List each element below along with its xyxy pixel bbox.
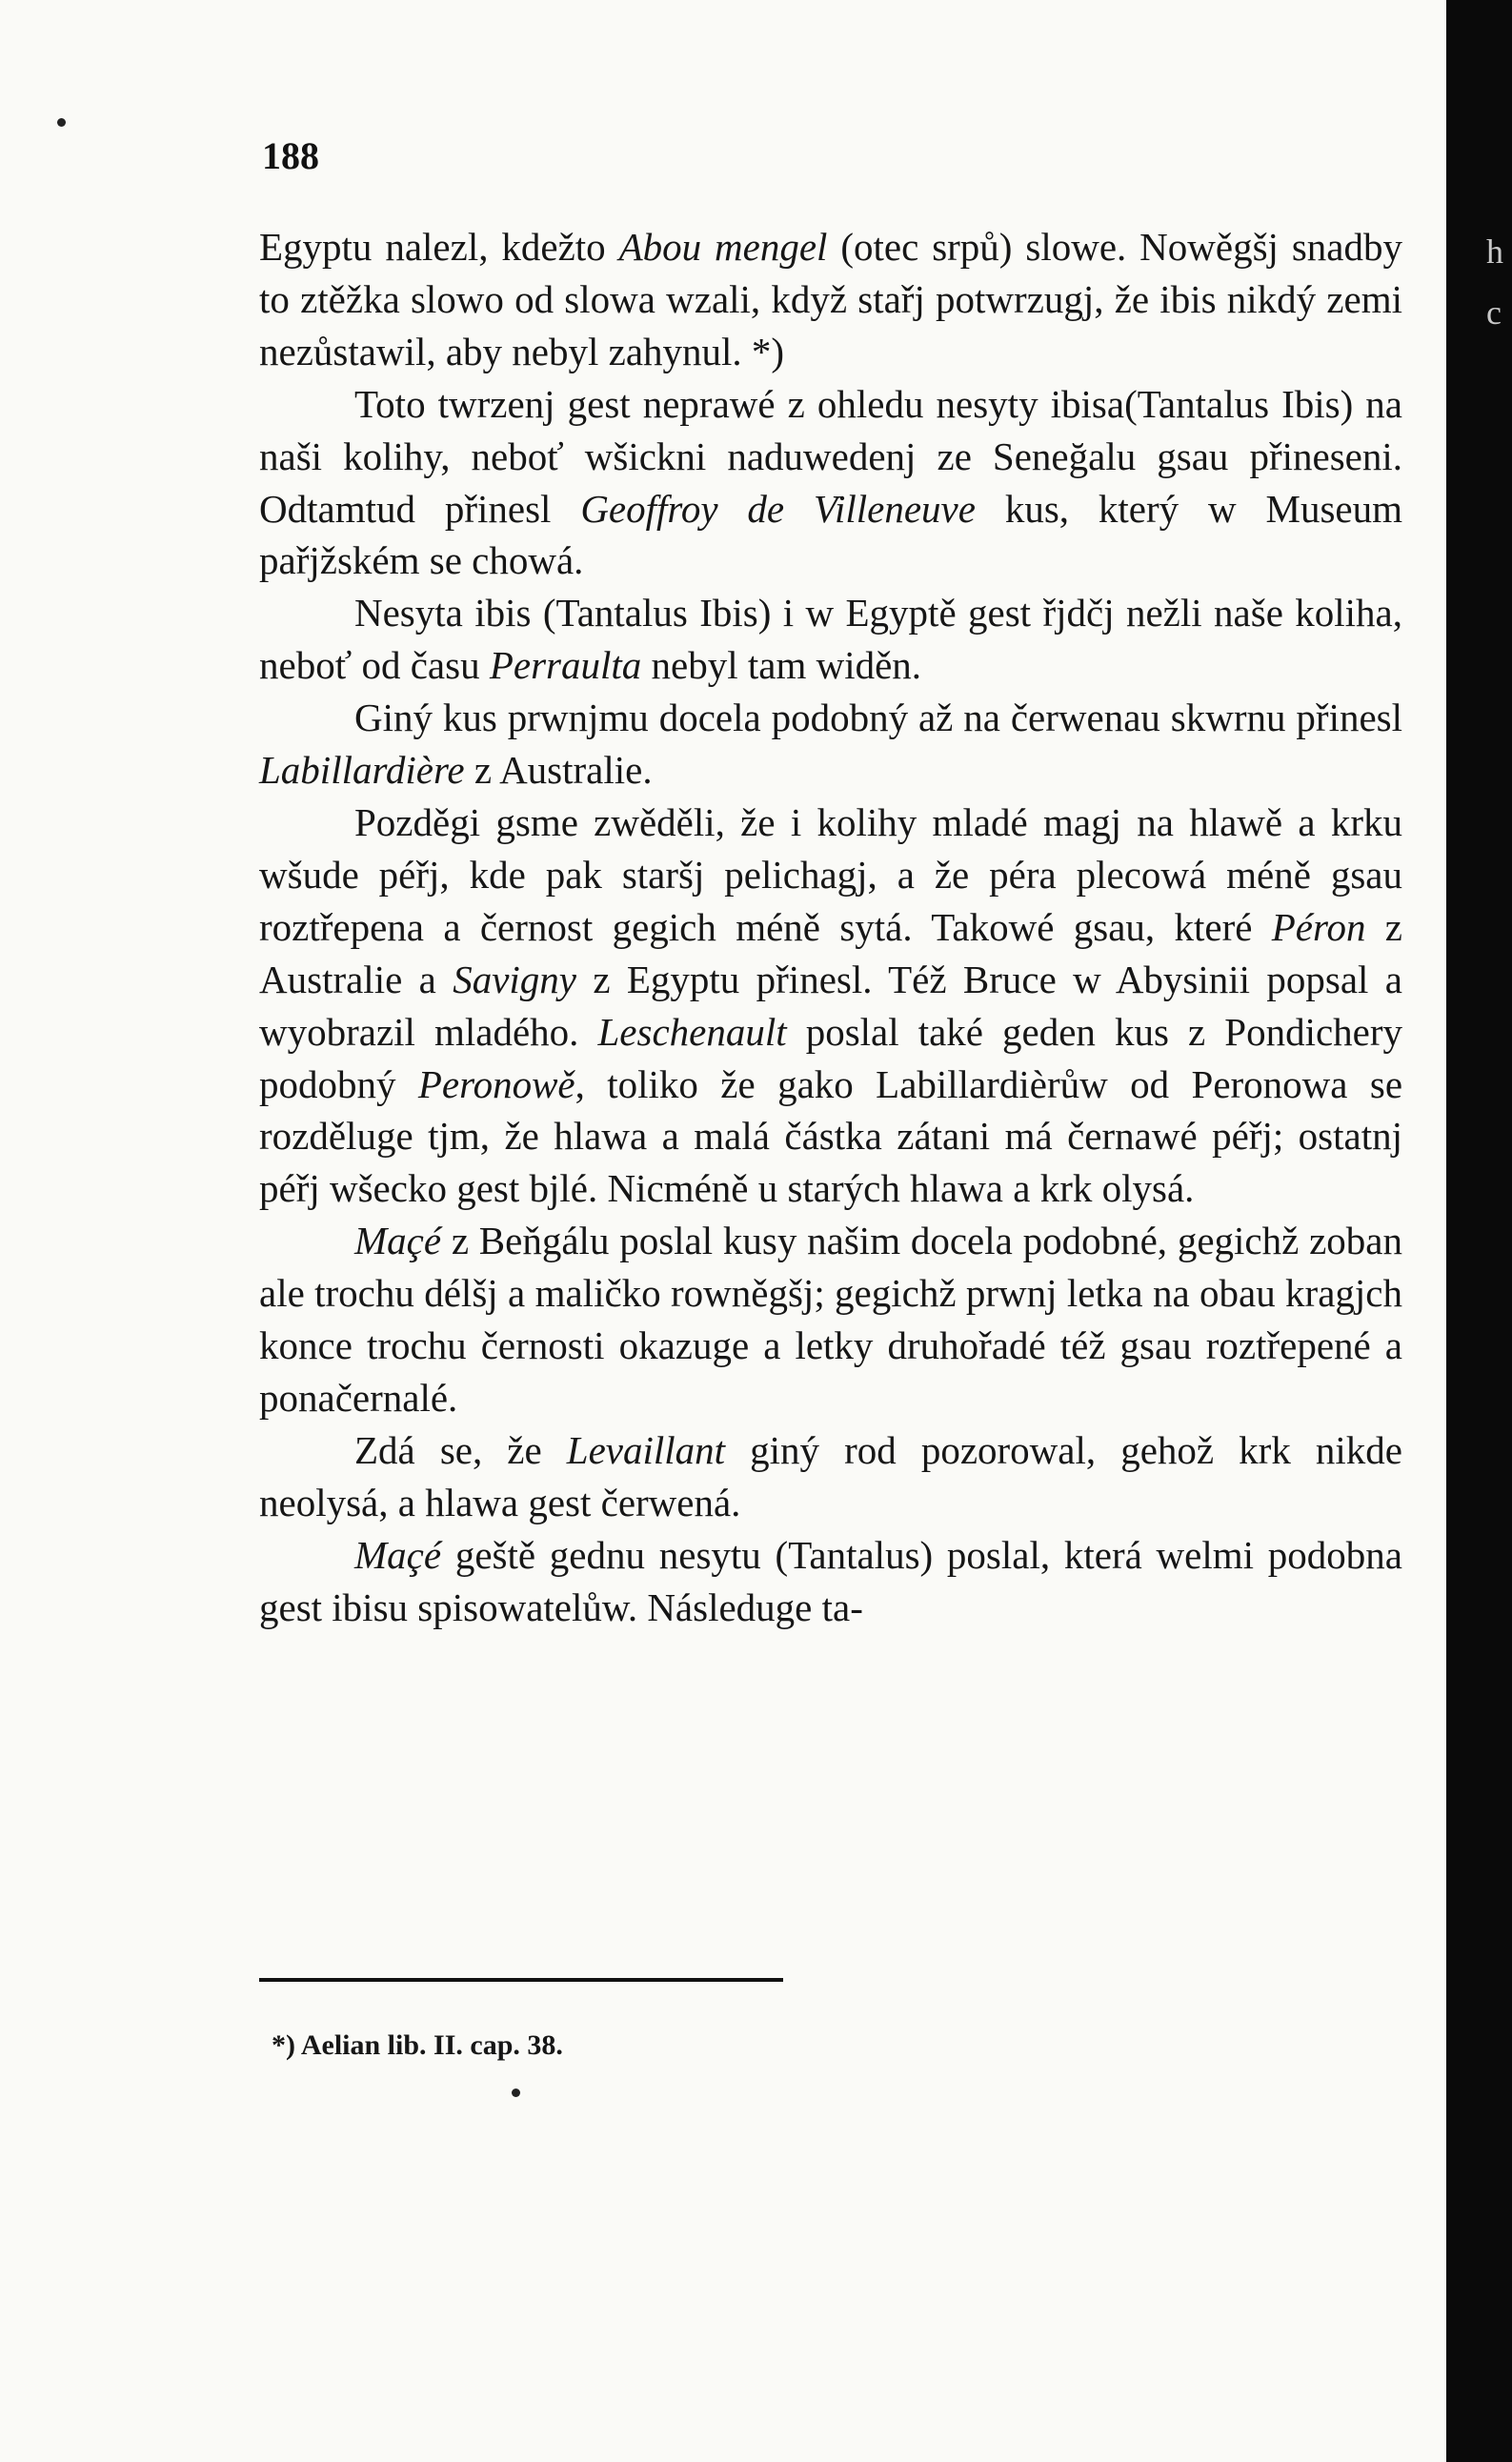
main-text [259,221,1402,1633]
text-run: Pozděgi gsme zwěděli, že i kolihy mladé magj na hlawě a krku wšude péřj, kde pak staršj pelichagj, a že péra plecowá méně gsau roztřepena a černost gegich méně sytá. Takowé gsau, které [259,799,1402,949]
paragraph [259,378,1402,588]
paragraph [259,797,1402,1215]
speck-mark [57,118,66,127]
scan-edge [1446,0,1512,2462]
page-number: 188 [262,134,319,177]
italic-name: Savigny [453,957,576,1001]
text-run: , toliko že gako Labillardièrůw od Peronowa se rozděluge tjm, že hlawa a malá částka zátani má černawé péřj; ostatnj péřj wšecko gest bjlé. Nicméně u starých hlawa a krk olysá. [259,1061,1403,1211]
paragraph [259,1215,1402,1424]
text-run: geště gednu nesytu (Tantalus) poslal, která welmi podobna gest ibisu spisowatelůw. Následuge ta- [259,1532,1402,1629]
italic-name: Geoffroy de Villeneuve [580,486,976,531]
text-run: z Beňgálu poslal kusy našim docela podobné, gegichž zoban ale trochu délšj a maličko rowněgšj; gegichž prwnj letka na obau kragjch konce trochu černosti okazuge a letky druhořadé též gsau roztřepené a ponačernalé. [259,1219,1402,1420]
text-run: nebyl tam widěn. [641,643,922,688]
italic-name: Peronowě [417,1061,575,1106]
footnote: *) Aelian lib. II. cap. 38. [272,2029,563,2061]
text-run: z Australie a [259,904,1402,1001]
text-run: giný rod pozorowal, gehož krk nikde neolysá, a hlawa gest čerwená. [259,1427,1402,1524]
footnote-divider [259,1978,783,1982]
italic-name: Levaillant [566,1427,726,1472]
adjacent-page-letters [1486,221,1503,343]
margin-letter: h [1486,232,1503,271]
paragraph [259,1424,1402,1529]
text-run: z Australie. [464,748,653,793]
text-run: (otec srpů) slowe. Nowěgšj snadby to ztěžka slowo od slowa wzali, když stařj potwrzugj, že ibis nikdý zemi nezůstawil, aby nebyl zahynul. *) [259,225,1402,373]
italic-name: Perraulta [489,643,642,688]
speck-mark [512,2089,520,2097]
margin-letter: c [1486,293,1502,332]
text-run: z Egyptu přinesl. Též Bruce w Abysinii popsal a wyobrazil mladého. [259,957,1402,1054]
text-run: Egyptu nalezl, kdežto [259,225,619,269]
paragraph [259,1529,1402,1634]
italic-name: Péron [1271,904,1366,949]
italic-name: Leschenault [597,1009,787,1054]
text-run: Giný kus prwnjmu docela podobný až na čerwenau skwrnu přinesl [354,696,1402,740]
paragraph [259,692,1402,797]
paragraph [259,221,1402,378]
italic-name: Maçé [354,1219,442,1263]
text-run: kus, který w Museum pařjžském se chowá. [259,486,1402,583]
paragraph [259,587,1402,692]
italic-name: Maçé [354,1532,442,1577]
text-run: Nesyta ibis (Tantalus Ibis) i w Egyptě gest řjdčj nežli naše koliha, neboť od času [259,591,1402,688]
text-run: poslal také geden kus z Pondichery podobný [259,1009,1403,1106]
italic-name: Labillardière [259,748,465,793]
text-run: Zdá se, že [354,1427,567,1472]
text-run: Toto twrzenj gest neprawé z ohledu nesyty ibisa(Tantalus Ibis) na naši kolihy, neboť wšickni naduwedenj ze Seneğalu gsau přineseni. Odtamtud přinesl [259,381,1402,531]
italic-name: Abou mengel [618,225,828,269]
